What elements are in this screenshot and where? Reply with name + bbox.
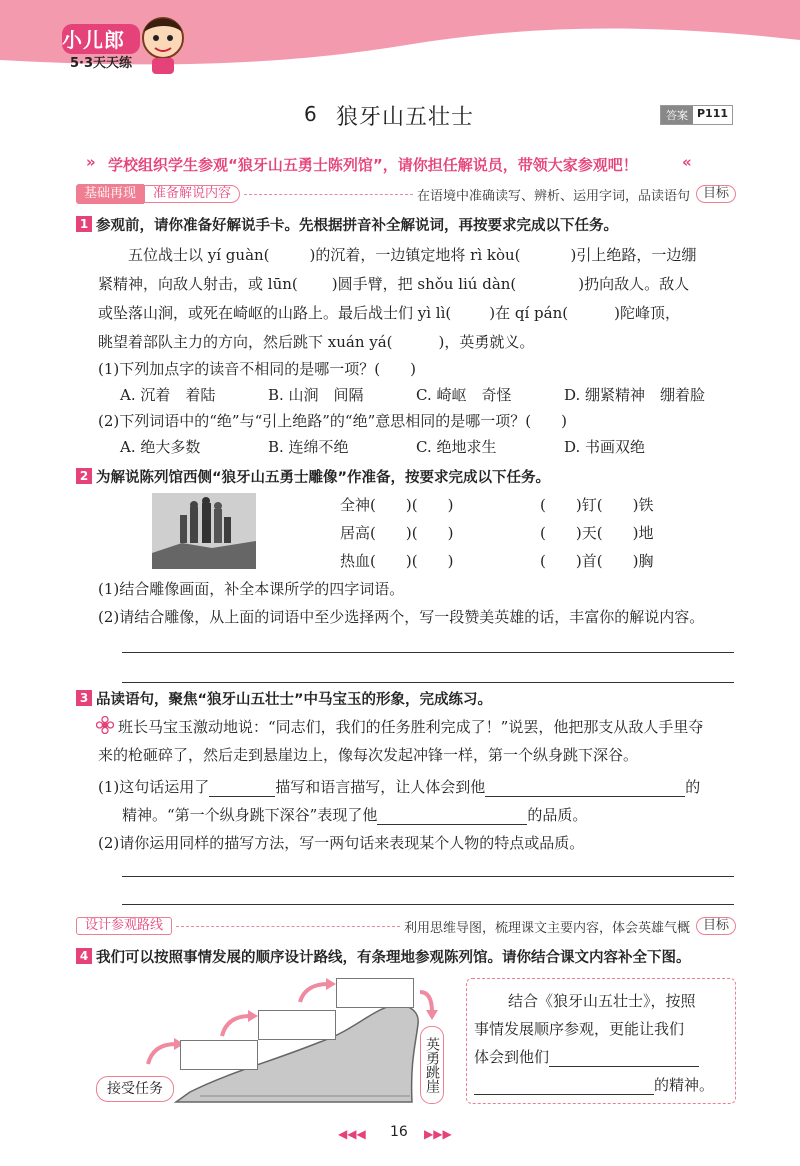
answer-blank[interactable] [451, 307, 489, 323]
sub-question: (1)下列加点字的读音不相同的是哪一项？( ) [98, 360, 416, 378]
route-box-2[interactable] [258, 1010, 336, 1040]
answer-blank[interactable] [209, 780, 275, 797]
passage-line [98, 331, 534, 352]
idiom-word: 全神 [340, 496, 371, 514]
answer-blank[interactable] [393, 336, 439, 352]
statue-photo [152, 493, 256, 569]
question-title: 我们可以按照事情发展的顺序设计路线，有条理地参观陈列馆。请你结合课文内容补全下图。 [96, 950, 691, 966]
writing-line[interactable] [122, 682, 734, 683]
next-arrows-icon: ▶▶▶ [424, 1127, 452, 1141]
passage-text: 眺望着部队主力的方向，然后跳下 xuán yá( [98, 333, 393, 351]
section-route-tag: 设计参观路线 [76, 917, 172, 935]
quote-line: 班长马宝玉激动地说：“同志们，我们的任务胜利完成了！”说罢，他把那支从敌人手里夺 [118, 718, 704, 736]
idiom-word: 首 [581, 552, 597, 570]
question-number: 3 [76, 690, 92, 706]
idiom-word: 居高 [340, 524, 371, 542]
goal-badge: 目标 [696, 185, 736, 203]
idiom-word: 天 [581, 524, 597, 542]
option-a[interactable]: A. 绝大多数 [120, 438, 201, 456]
route-start-label: 接受任务 [96, 1076, 174, 1102]
idiom-word: 胸 [638, 552, 654, 570]
section-basic-tag: 基础再现 [76, 184, 144, 204]
answer-blank[interactable] [298, 278, 332, 294]
question-title: 为解说陈列馆西侧“狼牙山五勇士雕像”作准备，按要求完成以下任务。 [96, 470, 551, 486]
passage-text: )，英勇就义。 [438, 333, 535, 351]
answer-label: 答案 [661, 106, 693, 124]
option-b[interactable]: B. 连绵不绝 [268, 438, 349, 456]
question-title: 参观前，请你准备好解说手卡。先根据拼音补全解说词，再按要求完成以下任务。 [96, 218, 618, 234]
idiom-row: ( )钉( )铁 [540, 496, 654, 514]
note-text: 的精神。 [654, 1076, 715, 1094]
idiom-row: 居高( )( ) [340, 524, 454, 542]
answer-page: P111 [697, 107, 729, 120]
option-b[interactable]: B. 山涧 间隔 [268, 386, 364, 404]
goal-badge: 目标 [696, 917, 736, 935]
note-line [474, 1074, 714, 1095]
section-divider [244, 194, 413, 195]
sub-question: (2)请结合雕像，从上面的词语中至少选择两个，写一段赞美英雄的话，丰富你的解说内容。 [98, 608, 705, 626]
page-title: 狼牙山五壮士 [336, 105, 475, 130]
answer-blank[interactable] [377, 808, 527, 825]
passage-text: 或坠落山涧，或死在崎岖的山路上。最后战士们 yì lì( [98, 304, 452, 322]
section-route-desc: 利用思维导图，梳理课文主要内容，体会英雄气概 [403, 920, 690, 936]
sub-question: (1)结合雕像画面，补全本课所学的四字词语。 [98, 580, 405, 598]
answer-blank[interactable] [516, 278, 578, 294]
route-box-1[interactable] [180, 1040, 258, 1070]
passage-line [98, 273, 689, 294]
question-number: 4 [76, 948, 92, 964]
option-d[interactable]: D. 绷紧精神 绷着脸 [564, 386, 706, 404]
answer-page-tag [660, 105, 733, 125]
option-d[interactable]: D. 书画双绝 [564, 438, 646, 456]
sub-question [98, 776, 700, 797]
passage-text: )的沉着，一边镇定地将 rì kòu( [309, 246, 521, 264]
idiom-word: 铁 [638, 496, 654, 514]
answer-blank[interactable] [474, 1078, 654, 1095]
option-c[interactable]: C. 绝地求生 [416, 438, 497, 456]
task-banner [86, 152, 96, 171]
flower-icon [96, 716, 114, 734]
answer-blank[interactable] [270, 249, 310, 265]
quote-line: 来的枪砸碎了，然后走到悬崖边上，像每次发起冲锋一样，第一个纵身跳下深谷。 [98, 746, 639, 764]
answer-blank[interactable] [521, 249, 571, 265]
option-c[interactable]: C. 崎岖 奇怪 [416, 386, 512, 404]
passage-text: )陀峰顶， [614, 304, 680, 322]
passage-text: 紧精神，向敌人射击，或 lūn( [98, 275, 298, 293]
question-number: 1 [76, 216, 92, 232]
answer-blank[interactable] [549, 1050, 699, 1067]
brand-series: 5·3天天练 [70, 56, 133, 71]
task-banner-text: 学校组织学生参观“狼牙山五勇士陈列馆”，请你担任解说员，带领大家参观吧！ [108, 156, 638, 174]
route-box-3[interactable] [336, 978, 414, 1008]
note-text: 体会到他们 [474, 1048, 550, 1066]
passage-text: )引上绝路，一边绷 [570, 246, 697, 264]
sub-question-text: 的 [685, 778, 701, 796]
answer-blank[interactable] [485, 780, 685, 797]
idiom-word: 地 [638, 524, 654, 542]
idiom-row: 热血( )( ) [340, 552, 454, 570]
option-a[interactable]: A. 沉着 着陆 [120, 386, 216, 404]
sub-question-text: 描写和语言描写，让人体会到他 [275, 778, 486, 796]
writing-line[interactable] [122, 876, 734, 877]
note-line [474, 1046, 699, 1067]
passage-text: )在 qí pán( [489, 304, 569, 322]
route-end-label: 英勇跳崖 [420, 1026, 444, 1104]
question-number: 2 [76, 468, 92, 484]
sub-question-text: (1)这句话运用了 [98, 778, 210, 796]
passage-line [128, 244, 696, 265]
writing-line[interactable] [122, 652, 734, 653]
passage-text: )扔向敌人。敌人 [578, 275, 690, 293]
prev-arrows-icon: ◀◀◀ [338, 1127, 366, 1141]
section-basic-sub: 准备解说内容 [144, 185, 240, 203]
passage-text: 五位战士以 yí guàn( [128, 246, 270, 264]
section-divider [176, 926, 400, 927]
idiom-word: 钉 [581, 496, 597, 514]
sub-question: (2)下列词语中的“绝”与“引上绝路”的“绝”意思相同的是哪一项？( ) [98, 412, 567, 430]
question-title: 品读语句，聚焦“狼牙山五壮士”中马宝玉的形象，完成练习。 [96, 692, 493, 708]
lesson-number: 6 [304, 102, 317, 126]
mascot-icon [138, 10, 188, 76]
banner-left-chevron: » [86, 153, 96, 171]
answer-blank[interactable] [568, 307, 614, 323]
note-line: 结合《狼牙山五壮士》，按照 [508, 992, 696, 1010]
idiom-row: ( )首( )胸 [540, 552, 654, 570]
passage-line [98, 302, 680, 323]
section-basic-desc: 在语境中准确读写、辨析、运用字词，品读语句 [416, 188, 690, 204]
idiom-word: 热血 [340, 552, 371, 570]
passage-text: )圆手臂，把 shǒu liú dàn( [331, 275, 517, 293]
page-number: 16 [390, 1124, 408, 1140]
idiom-row: 全神( )( ) [340, 496, 454, 514]
sub-question [122, 804, 587, 825]
section-route-bar [76, 916, 736, 936]
idiom-row: ( )天( )地 [540, 524, 654, 542]
writing-line[interactable] [122, 904, 734, 905]
section-basic-bar [76, 184, 736, 204]
sub-question-text: 的品质。 [527, 806, 588, 824]
note-line: 事情发展顺序参观，更能让我们 [474, 1020, 685, 1038]
banner-right-chevron: « [682, 153, 692, 171]
sub-question-text: 精神。“第一个纵身跳下深谷”表现了他 [122, 806, 378, 824]
sub-question: (2)请你运用同样的描写方法，写一两句话来表现某个人物的特点或品质。 [98, 834, 585, 852]
brand-name: 小儿郎 [62, 28, 125, 52]
